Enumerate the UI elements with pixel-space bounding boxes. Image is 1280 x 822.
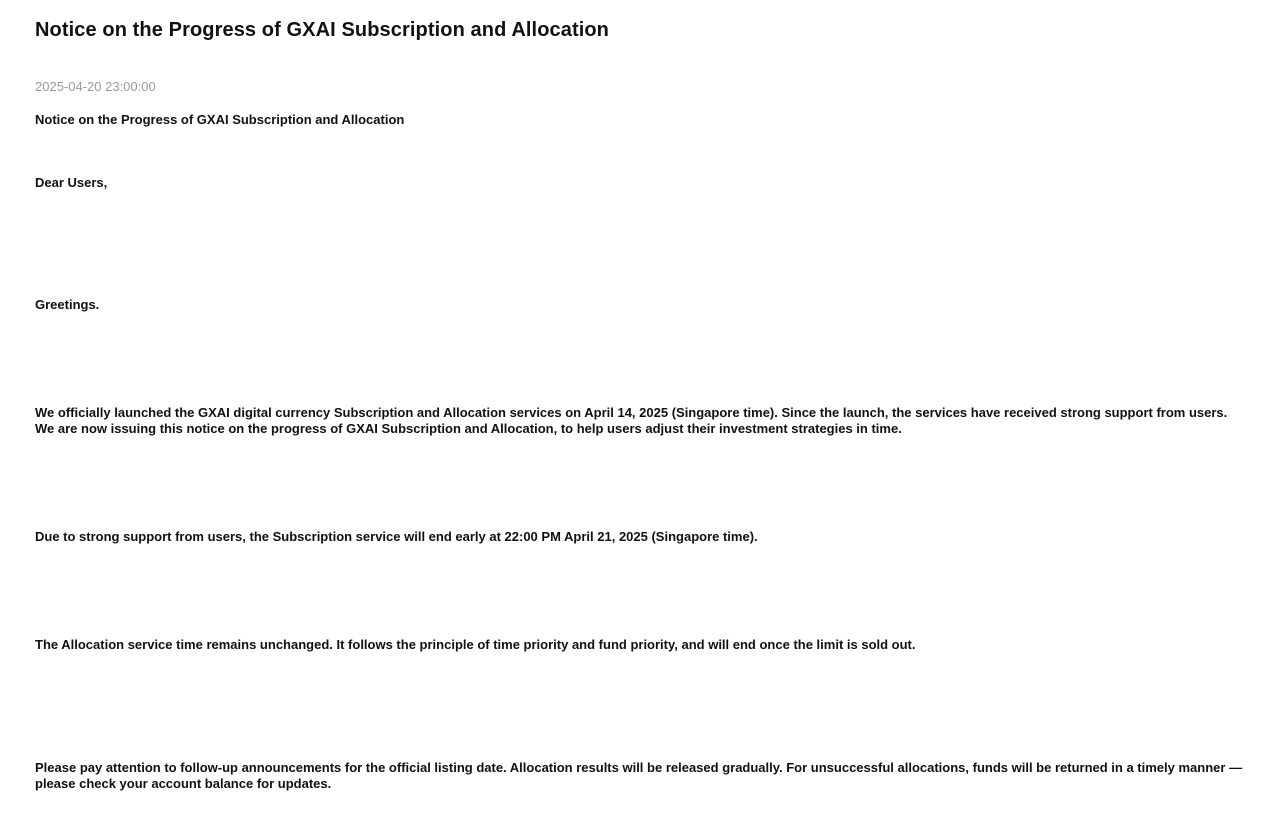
- paragraph-salutation: Dear Users,: [35, 175, 108, 190]
- page-title: Notice on the Progress of GXAI Subscription and Allocation: [35, 19, 610, 41]
- publish-timestamp: 2025-04-20 23:00:00: [35, 79, 156, 94]
- paragraph-followup-announcements: Please pay attention to follow-up announcements for the official listing date. Allocation results will be released gradually. For unsuccessful allocations, funds will be returned in a timely manner — please check your account balance for updates.: [35, 760, 1243, 791]
- paragraph-greeting: Greetings.: [35, 297, 100, 312]
- paragraph-allocation-unchanged: The Allocation service time remains unchanged. It follows the principle of time priority and fund priority, and will end once the limit is sold out.: [35, 637, 916, 652]
- paragraph-subscription-end-early: Due to strong support from users, the Subscription service will end early at 22:00 PM April 21, 2025 (Singapore time).: [35, 529, 758, 544]
- notice-subtitle: Notice on the Progress of GXAI Subscription and Allocation: [35, 112, 405, 127]
- paragraph-launch-progress: We officially launched the GXAI digital currency Subscription and Allocation services on April 14, 2025 (Singapore time). Since the launch, the services have received strong support from users. We are now issuing this notice on the progress of GXAI Subscription and Allocation, to help users adjust their investment strategies in time.: [35, 405, 1228, 436]
